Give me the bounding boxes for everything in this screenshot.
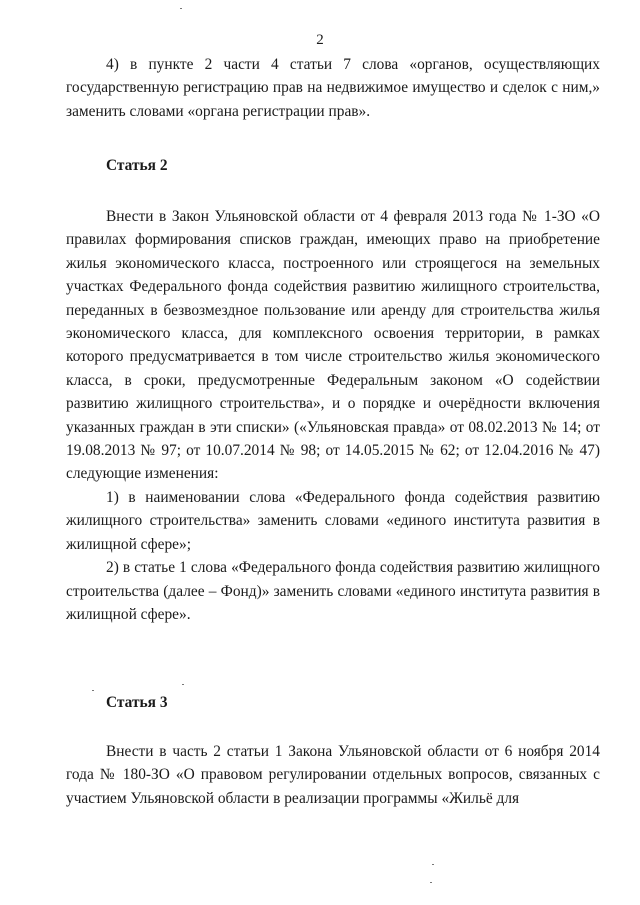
- page-number: 2: [316, 32, 324, 48]
- scan-speck: [432, 864, 434, 865]
- article-2-item-1: 1) в наименовании слова «Федерального фонда содействия развитию жилищного строительства» заменить словами «единого института развития в жилищной сфере»;: [66, 488, 600, 553]
- scan-speck: [430, 882, 432, 883]
- article-2-item-2: 2) в статье 1 слова «Федерального фонда содействия развитию жилищного строительства (далее – Фонд)» заменить словами «единого института развития в жилищной сфере».: [66, 559, 600, 623]
- article-3-heading: Статья 3: [106, 694, 168, 711]
- amendment-item-4: [66, 53, 600, 123]
- article-3-body: [66, 740, 600, 810]
- amendment-item-4-text: 4) в пункте 2 части 4 статьи 7 слова «органов, осуществляющих государственную регистрацию прав на недвижимое имущество и сделок с ним,» заменить словами «органа регистрации прав».: [66, 56, 600, 120]
- scan-speck: [92, 690, 94, 691]
- scan-speck: [180, 8, 182, 9]
- scan-speck: [182, 684, 184, 685]
- article-2-body: [66, 205, 600, 626]
- article-3-intro: Внести в часть 2 статьи 1 Закона Ульяновской области от 6 ноября 2014 года № 180-ЗО «О правовом регулировании отдельных вопросов, связанных с участием Ульяновской области в реализации программы «Жильё для: [66, 743, 600, 807]
- article-2-intro: Внести в Закон Ульяновской области от 4 февраля 2013 года № 1-ЗО «О правилах формирования списков граждан, имеющих право на приобретение жилья экономического класса, построенного или строящегося на земельных участках Федерального фонда содействия развитию жилищного строительства, переданных в безвозмездное пользование или аренду для строительства жилья экономического класса, для комплексного освоения территории, в рамках которого предусматривается в том числе строительство жилья экономического класса, в сроки, предусмотренные Федеральным законом «О содействии развитию жилищного строительства», и о порядке и очерёдности включения указанных граждан в эти списки» («Ульяновская правда» от 08.02.2013 № 14; от 19.08.2013 № 97; от 10.07.2014 № 98; от 14.05.2015 № 62; от 12.04.2016 № 47) следующие изменения:: [66, 208, 600, 483]
- article-2-heading: Статья 2: [106, 157, 168, 174]
